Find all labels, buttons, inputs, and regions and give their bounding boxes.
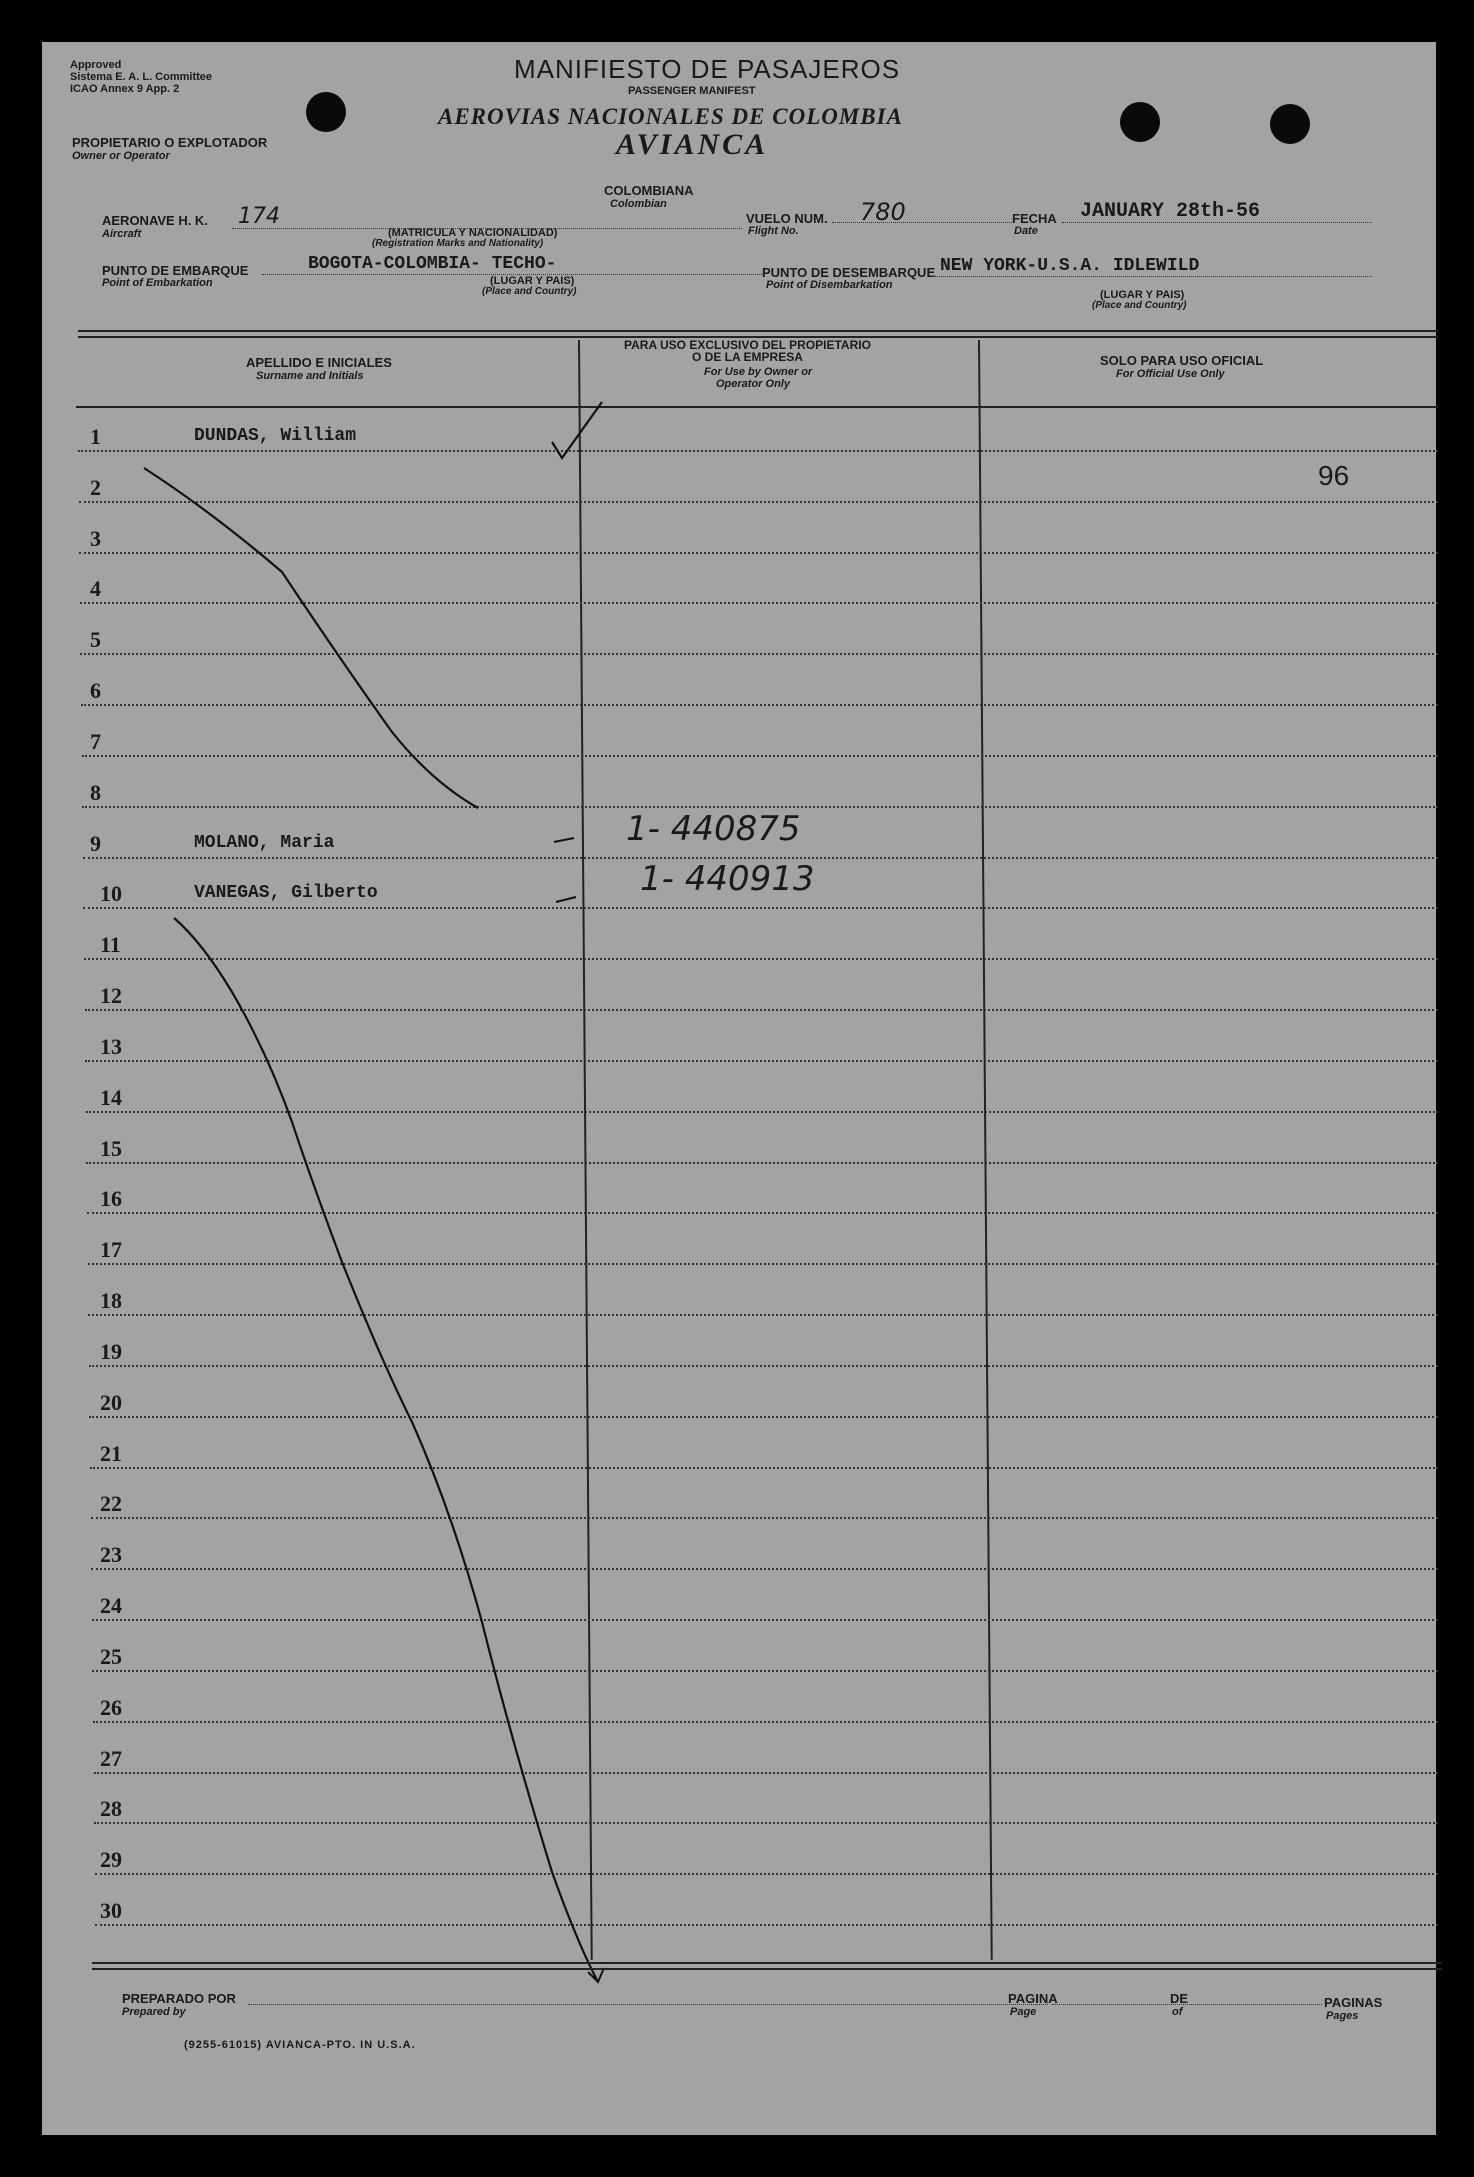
official-column-header: SOLO PARA USO OFICIAL — [1100, 353, 1264, 368]
ticket-number: 1- 440913 — [640, 859, 815, 900]
owner-column-header-en-2: Operator Only — [716, 378, 790, 390]
row-number: 15 — [100, 1135, 122, 1161]
page-title: MANIFIESTO DE PASAJEROS — [514, 54, 901, 84]
prepared-by-label: PREPARADO POR — [122, 1991, 236, 2006]
pages-label-en: Pages — [1326, 2010, 1359, 2022]
date-label: FECHA — [1012, 211, 1057, 226]
row-number: 27 — [100, 1745, 122, 1771]
approval-line: Sistema E. A. L. Committee — [70, 71, 213, 83]
prepared-by-label-en: Prepared by — [122, 2006, 186, 2018]
row-number: 18 — [100, 1288, 122, 1314]
name-column-header: APELLIDO E INICIALES — [246, 355, 392, 370]
embark-label-en: Point of Embarkation — [102, 277, 213, 289]
row-number: 29 — [100, 1847, 122, 1873]
registration-label-en: (Registration Marks and Nationality) — [372, 238, 544, 249]
disembark-value: NEW YORK-U.S.A. IDLEWILD — [940, 256, 1200, 276]
embark-value: BOGOTA-COLOMBIA- TECHO- — [308, 254, 557, 274]
row-number: 4 — [90, 576, 101, 602]
official-column-header-en: For Official Use Only — [1116, 368, 1225, 380]
row-number: 19 — [100, 1338, 122, 1364]
owner-column-header-2: O DE LA EMPRESA — [692, 350, 803, 364]
page-label-en: Page — [1010, 2006, 1037, 2018]
ticket-number: 1- 440875 — [626, 808, 801, 849]
disembark-place-label: (LUGAR Y PAIS) — [1100, 289, 1185, 301]
passenger-name: VANEGAS, Gilberto — [194, 883, 378, 904]
approval-line: ICAO Annex 9 App. 2 — [70, 83, 180, 95]
date-value: JANUARY 28th-56 — [1080, 200, 1261, 223]
row-number: 3 — [90, 525, 101, 551]
row-number: 6 — [90, 678, 101, 704]
row-number: 2 — [90, 474, 101, 500]
row-number: 26 — [100, 1694, 122, 1720]
table-bottom-rule-2 — [92, 1968, 1442, 1970]
aircraft-label: AERONAVE H. K. — [102, 213, 208, 228]
page-label: PAGINA — [1008, 1991, 1058, 2006]
nationality: COLOMBIANA — [604, 183, 694, 198]
row-number: 17 — [100, 1237, 122, 1263]
row-number: 7 — [90, 728, 101, 754]
date-label-en: Date — [1014, 225, 1038, 237]
disembark-label-en: Point of Disembarkation — [766, 279, 893, 291]
print-code: (9255-61015) AVIANCA-PTO. IN U.S.A. — [184, 2039, 416, 2051]
row-number: 5 — [90, 627, 101, 653]
embark-label: PUNTO DE EMBARQUE — [102, 263, 249, 278]
cancel-stroke-upper — [144, 468, 478, 808]
of-label-en: of — [1172, 2006, 1183, 2018]
row-number: 13 — [100, 1033, 122, 1059]
nationality-en: Colombian — [610, 198, 667, 210]
manifest-sheet — [42, 42, 1436, 2135]
embark-place-label: (LUGAR Y PAIS) — [490, 275, 575, 287]
row-number: 30 — [100, 1898, 122, 1923]
check-mark — [552, 402, 602, 458]
owner-column-header-en: For Use by Owner or — [704, 366, 813, 378]
airline-short-name: AVIANCA — [616, 128, 769, 161]
row-number: 28 — [100, 1796, 122, 1822]
row-number: 24 — [100, 1593, 122, 1619]
passenger-name: MOLANO, Maria — [194, 832, 335, 853]
stamp-number: 96 — [1318, 460, 1350, 491]
flight-label: VUELO NUM. — [746, 211, 828, 226]
prepared-by-underline — [248, 2004, 1048, 2005]
owner-label-en: Owner or Operator — [72, 150, 170, 162]
aircraft-label-en: Aircraft — [102, 228, 142, 240]
row-number: 25 — [100, 1643, 122, 1669]
flight-label-en: Flight No. — [748, 225, 799, 237]
row-number: 14 — [100, 1084, 122, 1110]
flight-value: 780 — [860, 198, 906, 226]
disembark-place-label-en: (Place and Country) — [1092, 300, 1187, 311]
row-number: 20 — [100, 1389, 122, 1415]
embark-place-label-en: (Place and Country) — [482, 286, 577, 297]
row-number: 12 — [100, 983, 122, 1009]
row-number: 21 — [100, 1440, 122, 1466]
of-label: DE — [1170, 1991, 1189, 2006]
row-number: 16 — [100, 1186, 122, 1212]
approval-line: Approved — [70, 59, 122, 71]
cancel-stroke-lower — [174, 918, 598, 1982]
dash-mark — [554, 838, 574, 842]
row-number: 11 — [100, 932, 121, 958]
registration-label: (MATRICULA Y NACIONALIDAD) — [388, 227, 558, 239]
row-number: 8 — [90, 779, 101, 805]
row-number: 9 — [90, 830, 101, 856]
page-title-en: PASSENGER MANIFEST — [628, 85, 756, 97]
handwritten-marks — [42, 42, 1436, 2135]
name-column-header-en: Surname and Initials — [256, 370, 364, 382]
row-number: 23 — [100, 1542, 122, 1568]
dash-mark — [556, 897, 576, 902]
row-number: 1 — [90, 424, 101, 449]
owner-label: PROPIETARIO O EXPLOTADOR — [72, 135, 268, 150]
page-underline — [1052, 2004, 1322, 2005]
passenger-name: DUNDAS, William — [194, 426, 357, 446]
pages-label: PAGINAS — [1324, 1995, 1383, 2010]
row-number: 10 — [100, 881, 122, 907]
row-number: 22 — [100, 1491, 122, 1517]
disembark-label: PUNTO DE DESEMBARQUE — [762, 265, 936, 280]
arrow-head — [588, 1968, 604, 1982]
owner-column-header: PARA USO EXCLUSIVO DEL PROPIETARIO — [624, 338, 871, 352]
aircraft-value: 174 — [238, 204, 280, 229]
table-bottom-rule — [92, 1962, 1442, 1964]
airline-name: AEROVIAS NACIONALES DE COLOMBIA — [438, 104, 903, 129]
